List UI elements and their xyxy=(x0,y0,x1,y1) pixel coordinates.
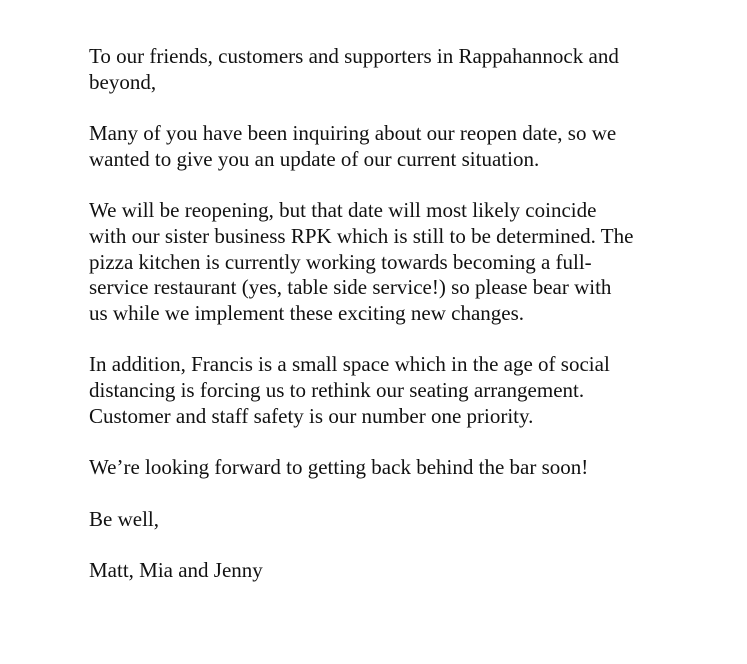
text-line: Be well, xyxy=(89,506,159,531)
text-line: beyond, xyxy=(89,69,157,94)
letter-paragraph-1 xyxy=(89,121,679,172)
text-line: We will be reopening, but that date will most likely coincide xyxy=(89,198,597,223)
letter-paragraph-2 xyxy=(89,198,679,327)
letter-closing xyxy=(89,507,679,533)
letter-greeting xyxy=(89,44,679,95)
letter-body xyxy=(89,44,679,609)
text-line: Customer and staff safety is our number one priority. xyxy=(89,403,534,428)
letter-paragraph-3 xyxy=(89,352,679,429)
text-line: with our sister business RPK which is still to be determined. The xyxy=(89,223,634,248)
text-line: wanted to give you an update of our current situation. xyxy=(89,146,540,171)
text-line: us while we implement these exciting new changes. xyxy=(89,301,525,325)
text-line: To our friends, customers and supporters in Rappahannock and xyxy=(89,44,619,68)
text-line: In addition, Francis is a small space which in the age of social xyxy=(89,352,610,377)
text-line: We’re looking forward to getting back behind the bar soon! xyxy=(89,455,589,480)
text-line: service restaurant (yes, table side service!) so please bear with xyxy=(89,275,612,300)
text-line: distancing is forcing us to rethink our seating arrangement. xyxy=(89,378,585,403)
letter-signature xyxy=(89,558,679,584)
text-line: Many of you have been inquiring about our reopen date, so we xyxy=(89,121,617,146)
text-line: Matt, Mia and Jenny xyxy=(89,557,263,582)
text-line: pizza kitchen is currently working towards becoming a full- xyxy=(89,249,592,274)
letter-paragraph-4 xyxy=(89,455,679,481)
